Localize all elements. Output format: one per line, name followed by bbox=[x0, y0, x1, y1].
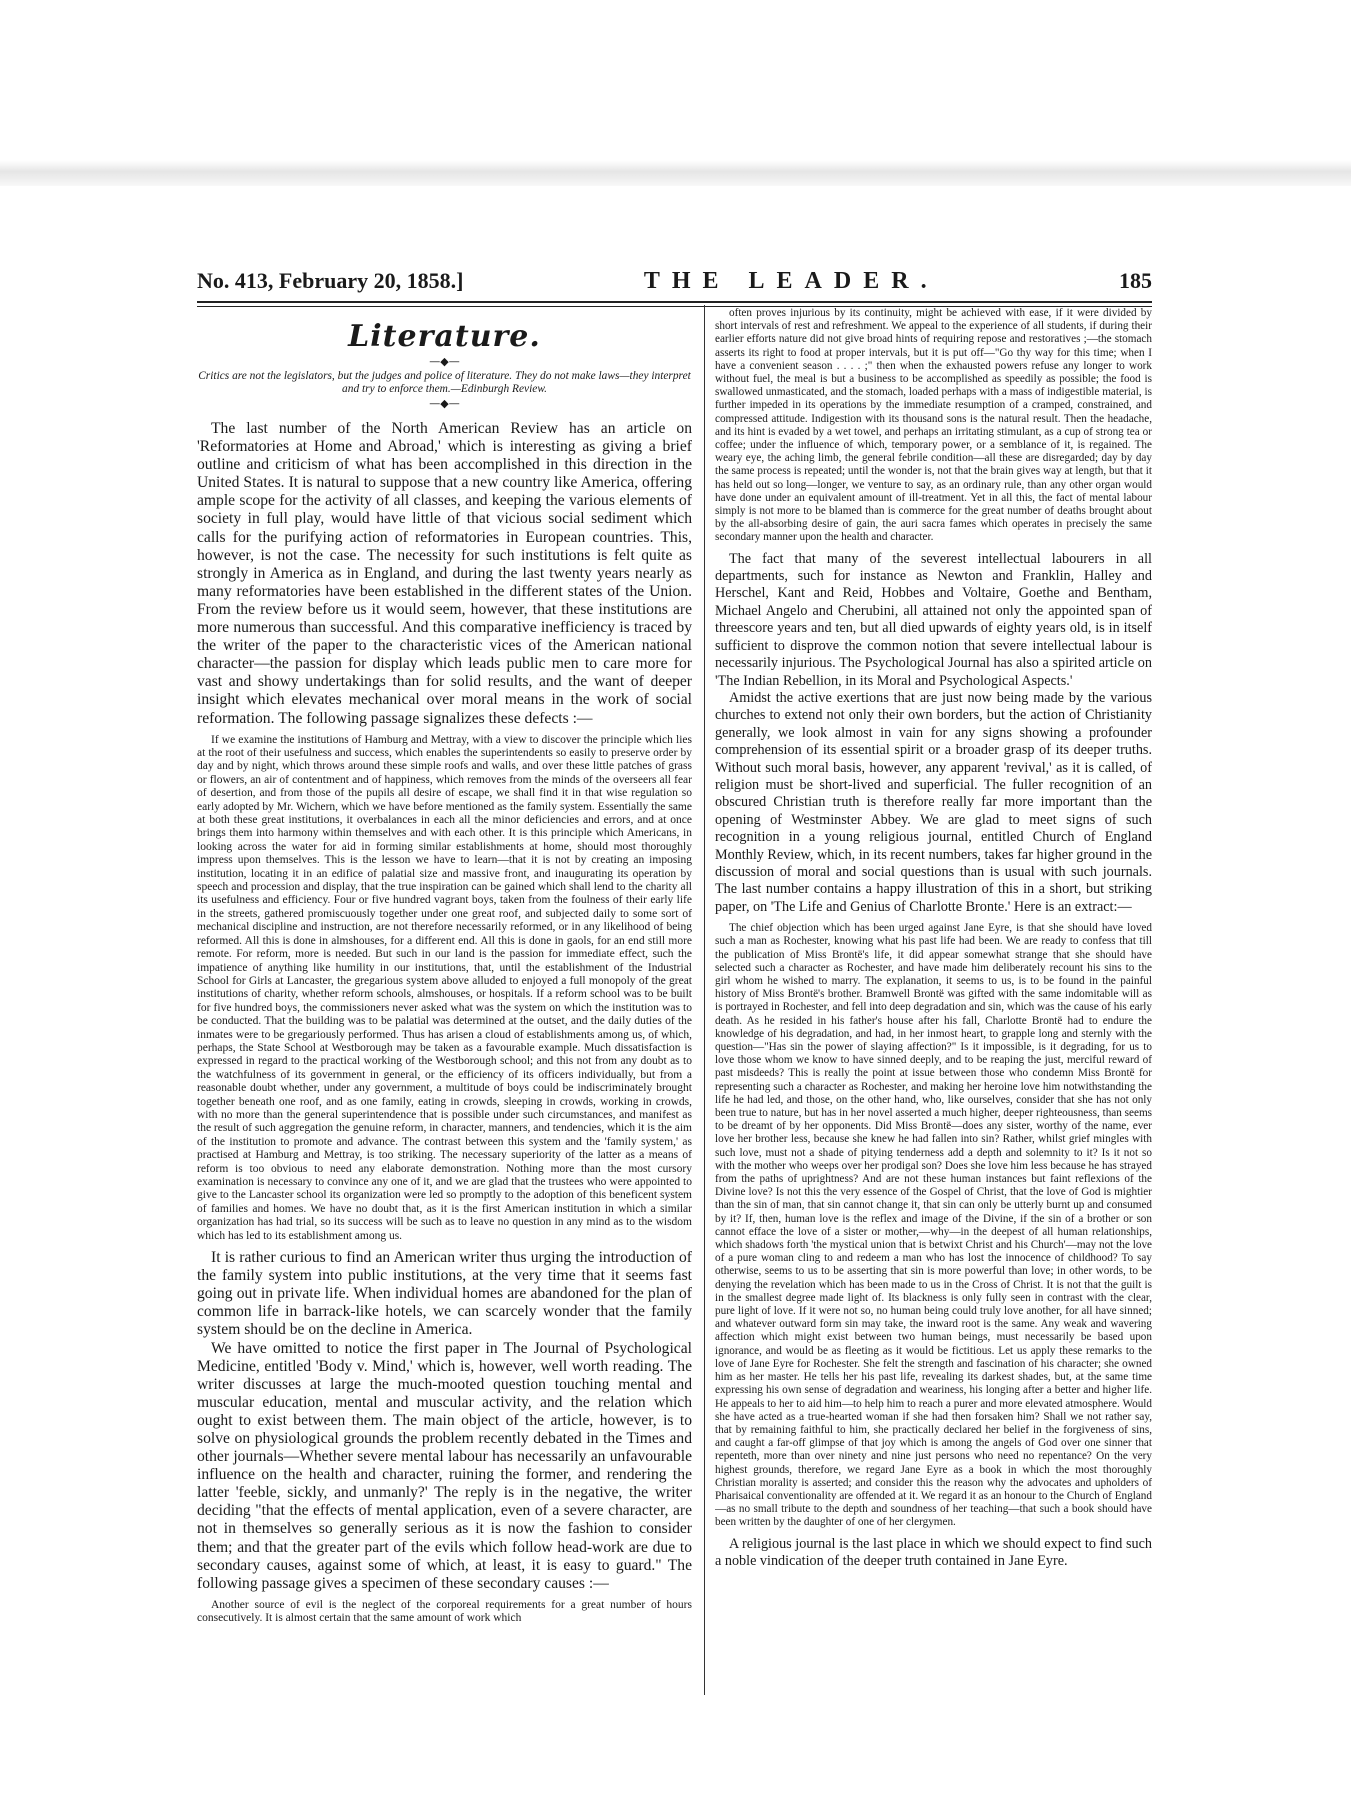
block-quote: often proves injurious by its continuity, might be achieved with ease, if it were divided by short intervals of rest and refreshment. We appeal to the experience of all students, if during their earlier efforts nature did not give broad hints of requiring repose and restoratives ;—the stomach asserts its right to food at proper intervals, but it is put off—"Go thy way for this time; when I have a convenient season . . . . ;" then when the exhausted powers refuse any longer to work without fuel, the meal is but a business to be accomplished as speedily as possible; the food is swallowed unmasticated, and the stomach, loaded perhaps with a mass of indigestible material, is further impeded in its operations by the immediate resumption of a cramped, constrained, and compressed attitude. Indigestion with its thousand sons is the natural result. Then the headache, and its hint is evaded by a wet towel, and perhaps an irritating stimulant, as a cup of strong tea or coffee; under the influence of which, temporary power, or a semblance of it, is regained. The weary eye, the aching limb, the general febrile condition—all these are disregarded; day by day the same process is repeated; until the wonder is, not that the brain gives way at length, but that it has held out so long—longer, we venture to say, as an ordinary rule, than any other organ would have done under an equivalent amount of ill-treatment. Yet in all this, the fact of mental labour simply is not more to be blamed than is commerce for the great number of deaths brought about by the all-absorbing desire of gain, the auri sacra fames which operates in precisely the same secondary manner upon the health and character. bbox=[715, 307, 1152, 544]
left-column bbox=[197, 307, 692, 1695]
block-quote: Another source of evil is the neglect of the corporeal requirements for a great number of hours consecutively. It is almost certain that the same amount of work which bbox=[197, 1598, 692, 1625]
issue-date: No. 413, February 20, 1858.] bbox=[197, 268, 464, 293]
block-quote: If we examine the institutions of Hamburg and Mettray, with a view to discover the principle which lies at the root of their usefulness and success, which enables the superintendents so easily to preserve order by day and by night, which throws around these simple roofs and walls, and over these little patches of grass or flowers, an air of contentment and of happiness, which removes from the minds of the overseers all fear of desertion, and from those of the pupils all desire of escape, we shall find it in that wise regulation so early adopted by Mr. Wichern, which we have before mentioned as the family system. Essentially the same at both these great institutions, it overbalances in each all the minor deficiencies and errors, and at once brings them into harmony within themselves and with each other. It is this principle which Americans, in looking across the water for aid in forming similar establishments at home, should most thoroughly impress upon themselves. This is the lesson we have to learn—that it is not by creating an imposing institution, locating it in an edifice of palatial size and massive front, and inaugurating its operation by speech and procession and display, that the true inspiration can be gained which shall lend to the charity all its usefulness and efficiency. Four or five hundred vagrant boys, taken from the foulness of their early life in the streets, gathered promiscuously together under one great roof, and subjected daily to some sort of mechanical discipline and instruction, are not therefore necessarily reformed, or in any likelihood of being reformed. All this is done in almshouses, for a different end. All this is done in gaols, for an end still more remote. For reform, more is needed. But such in our land is the passion for immediate effect, such the impatience of anything like humility in our institutions, that, until the establishment of the Industrial School for Girls at Lancaster, the gregarious system above alluded to enjoyed a full monopoly of the great institutions of charity, whether reform schools, almshouses, or hospitals. If a reform school was to be built for five hundred boys, the commissioners never asked what was the system on which the institution was to be conducted. That the building was to be palatial was determined at the outset, and the daily duties of the inmates were to be gregariously performed. Thus has arisen a cloud of establishments among us, of which, perhaps, the State School at Westborough may be taken as a favourable example. Much dissatisfaction is expressed in regard to the practical working of the Westborough school; and this not from any doubt as to the watchfulness of its government in general, or the efficiency of its officers individually, but from a reasonable doubt whether, under any government, a multitude of boys could be indiscriminately brought together beneath one roof, and as one family, eating in crowds, sleeping in crowds, working in crowds, with no more than the general superintendence that is possible under such circumstances, and manifest as the result of such aggregation the genuine reform, in character, manners, and tendencies, which it is the aim of the institution to promote and advance. The contrast between this system and the 'family system,' as practised at Hamburg and Mettray, is too striking. The necessary superiority of the latter as a means of reform is too obvious to need any elaborate demonstration. Nothing more than the most cursory examination is necessary to convince any one of it, and we are glad that the trustees who were appointed to give to the Lancaster school its organization were led so promptly to the adoption of this beneficent system of families and homes. We have no doubt that, as it is the first American institution in which a similar organization has had trial, so its success will be such as to leave no question in any mind as to the wisdom which has led to its establishment among us. bbox=[197, 733, 692, 1242]
article-paragraph: The fact that many of the severest intellectual labourers in all departments, such for instance as Newton and Franklin, Halley and Herschel, Kant and Reid, Hobbes and Voltaire, Goethe and Bentham, Michael Angelo and Cherubini, all attained not only the appointed span of threescore years and ten, but all died upwards of eighty years old, is in itself sufficient to disprove the common notion that severe intellectual labour is necessarily injurious. The Psychological Journal has also a spirited article on 'The Indian Rebellion, in its Moral and Psychological Aspects.' bbox=[715, 550, 1152, 689]
page-number: 185 bbox=[1119, 268, 1152, 293]
section-title: Literature. bbox=[348, 319, 541, 354]
newspaper-title: THE LEADER. bbox=[643, 268, 939, 294]
running-head bbox=[197, 268, 1152, 298]
article-paragraph: It is rather curious to find an American writer thus urging the introduction of the family system into public institutions, at the very time that it seems fast going out in private life. When individual homes are abandoned for the plan of common life in barrack-like hotels, we can scarcely wonder that the family system should be on the decline in America. bbox=[197, 1249, 692, 1339]
article-paragraph: The last number of the North American Review has an article on 'Reformatories at Home and Abroad,' which is interesting as giving a brief outline and criticism of what has been accomplished in this direction in the United States. It is natural to suppose that a new country like America, offering ample scope for the activity of all classes, and keeping the various elements of society in full play, would have little of that vicious social sediment which calls for the purifying action of reformatories in European countries. This, however, is not the case. The necessity for such institutions is felt quite as strongly in America as in England, and during the last twenty years nearly as many reformatories have been established in the different states of the Union. From the review before us it would seem, however, that these institutions are more numerous than successful. And this comparative inefficiency is traced by the writer of the paper to the characteristic vices of the American national character—the passion for display which leads public men to care more for vast and showy undertakings than for solid results, and the want of deeper insight which elevates mechanical over moral means in the work of social reformation. The following passage signalizes these defects :— bbox=[197, 420, 692, 727]
section-motto: Critics are not the legislators, but the judges and police of literature. They do not make laws—they interpret and try to enforce them.—Edinburgh Review. bbox=[198, 370, 691, 395]
article-paragraph: A religious journal is the last place in which we should expect to find such a noble vindication of the deeper truth contained in Jane Eyre. bbox=[715, 1535, 1152, 1569]
column-divider bbox=[704, 305, 705, 1695]
article-paragraph: We have omitted to notice the first paper in The Journal of Psychological Medicine, entitled 'Body v. Mind,' which is, however, well worth reading. The writer discusses at large the much-mooted question touching mental and muscular education, mental and muscular activity, and the relation which ought to exist between them. The main object of the article, however, is to solve on physiological grounds the problem recently debated in the Times and other journals—Whether severe mental labour has necessarily an unfavourable influence on the health and character, ruining the former, and rendering the latter 'feeble, sickly, and unmanly?' The reply is in the negative, the writer deciding "that the effects of mental application, even of a severe character, are not in themselves so generally serious as it is now the fashion to consider them; and that the greater part of the evils which follow head-work are due to secondary causes, against some of which, at least, it is easy to guard." The following passage gives a specimen of these secondary causes :— bbox=[197, 1339, 692, 1592]
scan-edge-shadow bbox=[0, 160, 1351, 186]
ornament-divider-icon: —◆— bbox=[429, 397, 460, 410]
article-paragraph: Amidst the active exertions that are just now being made by the various churches to extend not only their own borders, but the action of Christianity generally, we look almost in vain for any signs showing a profounder comprehension of its essential spirit or a broader grasp of its deeper truths. Without such moral basis, however, any apparent 'revival,' as it is called, of religion must be short-lived and superficial. The fuller recognition of an obscured Christian truth is therefore really far more important than the opening of Westminster Abbey. We are glad to meet signs of such recognition in a young religious journal, entitled Church of England Monthly Review, which, in its recent numbers, takes far higher ground in the discussion of moral and social questions than is usual with such journals. The last number contains a happy illustration of this in a short, but striking paper, on 'The Life and Genius of Charlotte Bronte.' Here is an extract:— bbox=[715, 689, 1152, 915]
ornament-divider-icon: —◆— bbox=[429, 355, 460, 368]
block-quote: The chief objection which has been urged against Jane Eyre, is that she should have loved such a man as Rochester, knowing what his past life had been. We are ready to confess that till the publication of Miss Brontë's life, it did appear somewhat strange that she should have selected such a character as Rochester, and have made him deliberately recount his sins to the girl whom he wished to marry. The explanation, it seems to us, is to be found in the painful history of Miss Brontë's brother. Bramwell Brontë was gifted with the same indomitable will as is portrayed in Rochester, and fell into deep degradation and sin, which was the cause of his early death. As he resided in his father's house after his fall, Charlotte Brontë had to endure the knowledge of his degradation, and had, in her inmost heart, to grapple long and sternly with the question—"Has sin the power of slaying affection?" Is it impossible, is it degrading, for us to love those whom we know to have sinned deeply, and to be reaping the just, merciful reward of past misdeeds? This is really the point at issue between those who condemn Miss Brontë for representing such a character as Rochester, and making her heroine love him notwithstanding the life he had led, and those, on the other hand, who, like ourselves, consider that she has not only been true to nature, but has in her novel asserted a much higher, deeper righteousness, than seems to be dreamt of by her opponents. Did Miss Brontë—does any sister, worthy of the name, ever love her brother less, because she knew he had fallen into sin? Rather, whilst grief mingles with such love, must not a shade of pitying tenderness add a depth and solemnity to it? Is it not so with the mother who weeps over her prodigal son? Does she love him less because he has strayed from the paths of uprightness? And are not these human instances but faint reflexions of the Divine love? Is not this the very essence of the Gospel of Christ, that the love of God is mightier than the sin of man, that sin cannot change it, that sin can only be utterly burnt up and consumed by it? If, then, human love is the reflex and image of the Divine, if the sin of a brother or son cannot efface the love of a sister or mother,—why—in the deepest of all human relationships, which shadows forth 'the mystical union that is betwixt Christ and his Church'—may not the love of a pure woman cling to and redeem a man who has lost the innocence of childhood? To say otherwise, seems to us to be asserting that sin is more powerful than love; in other words, to be denying the revelation which has been made to us in the Cross of Christ. It is not that the guilt is in the smallest degree made light of. Its blackness is only fully seen in contrast with the clear, pure light of love. If it were not so, no human being could truly love another, for all have sinned; and whatever outward form sin may take, the inward root is the same. Any weak and wavering affection which might exist between two human beings, must necessarily be based upon ignorance, and would be as fleeting as it would be fictitious. Let us apply these remarks to the love of Jane Eyre for Rochester. She felt the strength and fascination of his character; she owned him as her master. He tells her his past life, revealing its darkest shades, but, at the same time expressing his own sense of degradation and weariness, his longing after a better and higher life. He appeals to her to aid him—to help him to reach a purer and more elevated atmosphere. Would she have acted as a true-hearted woman if she had then forsaken him? Shall we not rather say, that by remaining faithful to him, she practically declared her belief in the forgiveness of sins, and caught a far-off glimpse of that joy which is among the angels of God over one sinner that repenteth, more than over ninety and nine just persons who need no repentance? On the very highest grounds, therefore, we regard Jane Eyre as a book in which the most thoroughly Christian morality is asserted; and consider this the reason why the advocates and upholders of Pharisaical conventionality are offended at it. We regard it as an honour to the Church of England—as no small tribute to the depth and soundness of her teaching—that such a book should have been written by the daughter of one of her clergymen. bbox=[715, 922, 1152, 1529]
right-column bbox=[715, 307, 1152, 1695]
